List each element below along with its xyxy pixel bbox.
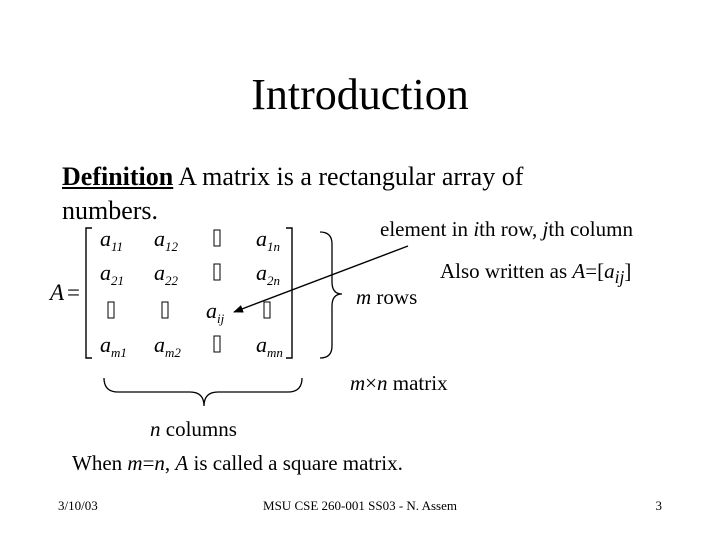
matrix-name: A xyxy=(50,280,65,305)
element-prefix: element in xyxy=(380,217,474,241)
rows-m: m xyxy=(356,285,372,309)
element-middle: th row, xyxy=(479,217,543,241)
rows-brace xyxy=(320,232,342,358)
matrix-element-subscript: mn xyxy=(267,345,283,360)
also-prefix: Also written as xyxy=(440,259,573,283)
footer-date: 3/10/03 xyxy=(58,498,98,513)
definition-term: Definition xyxy=(62,162,174,191)
square-prefix: When xyxy=(72,451,128,475)
matrix-element-subscript: 1n xyxy=(267,239,280,254)
matrix-size-m: m xyxy=(350,371,366,395)
matrix-element: $a_{m1}$ xyxy=(100,332,127,360)
matrix-element: $a_{mn}$ xyxy=(256,332,283,360)
matrix-element: $a_{21}$ xyxy=(100,260,124,288)
definition-text: A matrix is a rectangular array of xyxy=(173,162,524,191)
matrix-element: $a_{11}$ xyxy=(100,226,124,254)
matrix-element-subscript: 21 xyxy=(111,273,124,288)
also-subscript: ij xyxy=(614,267,625,288)
square-suffix: is called a square matrix. xyxy=(188,451,403,475)
element-suffix: th column xyxy=(548,217,633,241)
matrix-element-subscript: 12 xyxy=(165,239,178,254)
element-i: i xyxy=(473,217,480,241)
definition-line-2: numbers. xyxy=(62,196,159,225)
matrix-element-subscript: m1 xyxy=(111,345,127,360)
matrix-element-subscript: 2n xyxy=(267,273,280,288)
square-a: A xyxy=(175,451,189,475)
rows-text: rows xyxy=(371,285,418,309)
matrix-element: $a_{ij}$ xyxy=(206,298,225,326)
square-n: n xyxy=(154,451,165,475)
footer-page-number: 3 xyxy=(655,498,662,513)
matrix-ellipsis-glyph xyxy=(214,230,220,246)
matrix-equals: = xyxy=(67,280,80,305)
footer-course: MSU CSE 260-001 SS03 - N. Assem xyxy=(263,498,457,513)
also-equals: =[ xyxy=(585,259,605,283)
matrix-element: $a_{m2}$ xyxy=(154,332,181,360)
matrix-size-text: matrix xyxy=(387,371,448,395)
matrix-cells xyxy=(100,226,283,360)
columns-text: columns xyxy=(160,417,237,441)
columns-n: n xyxy=(150,417,161,441)
matrix-element: $a_{2n}$ xyxy=(256,260,280,288)
matrix-size-n: n xyxy=(377,371,388,395)
matrix-element-subscript: ij xyxy=(217,311,225,326)
matrix-element-subscript: m2 xyxy=(165,345,181,360)
slide-title: Introduction xyxy=(251,70,469,119)
element-j: j xyxy=(542,217,549,241)
matrix-element: $a_{1n}$ xyxy=(256,226,280,254)
also-a-element: a xyxy=(604,259,615,283)
matrix-element-subscript: 11 xyxy=(111,239,124,254)
right-bracket xyxy=(286,228,292,358)
matrix-element: $a_{12}$ xyxy=(154,226,178,254)
matrix-element-subscript: 22 xyxy=(165,273,178,288)
matrix-ellipsis-glyph xyxy=(264,302,270,318)
matrix-size-times: × xyxy=(365,371,378,395)
columns-brace xyxy=(104,378,302,406)
left-bracket xyxy=(86,228,92,358)
also-close: ] xyxy=(624,259,632,283)
square-m: m xyxy=(127,451,143,475)
matrix-ellipsis-glyph xyxy=(214,336,220,352)
matrix-ellipsis-glyph xyxy=(162,302,168,318)
square-equals: = xyxy=(142,451,155,475)
also-a-matrix: A xyxy=(572,259,586,283)
matrix-ellipsis-glyph xyxy=(214,264,220,280)
square-comma: , xyxy=(164,451,176,475)
matrix-element: $a_{22}$ xyxy=(154,260,178,288)
matrix-ellipsis-glyph xyxy=(108,302,114,318)
